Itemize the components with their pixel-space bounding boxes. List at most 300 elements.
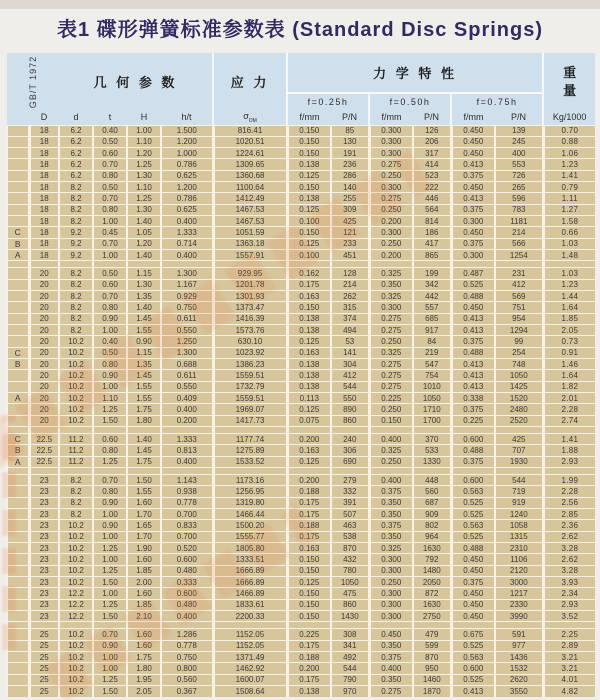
weight-cell: 2.34 xyxy=(543,588,595,599)
stress-cell: 1051.59 xyxy=(213,227,287,238)
deflection-025-cell: 0.175 xyxy=(287,531,331,542)
deflection-075-cell: 0.525 xyxy=(451,497,495,508)
table-row xyxy=(7,381,595,392)
table-row xyxy=(7,486,595,497)
weight-cell: 2.56 xyxy=(543,497,595,508)
load-025-cell: 286 xyxy=(331,170,369,181)
inner-diameter-cell xyxy=(59,426,93,433)
deflection-025-cell: 0.125 xyxy=(287,404,331,415)
inner-diameter-cell: 10.2 xyxy=(59,336,93,347)
height-cell: 1.75 xyxy=(127,456,161,467)
group-mechanical: 力 学 特 性 xyxy=(287,53,543,93)
stress-cell: 1467.53 xyxy=(213,216,287,227)
col-H: H xyxy=(127,110,161,125)
table-row xyxy=(7,216,595,227)
standard-number-vertical: GB/T 1972 xyxy=(7,53,59,110)
ht-ratio-cell: 0.778 xyxy=(161,497,213,508)
load-050-cell: 206 xyxy=(413,136,451,147)
col-series-class xyxy=(7,110,29,125)
deflection-025-cell: 0.113 xyxy=(287,392,331,403)
outer-diameter-cell: 20 xyxy=(29,347,59,358)
load-025-cell: 538 xyxy=(331,531,369,542)
load-050-cell: 446 xyxy=(413,193,451,204)
load-075-cell: 412 xyxy=(495,279,543,290)
series-class-cell: B xyxy=(7,358,29,369)
inner-diameter-cell: 12.2 xyxy=(59,599,93,610)
series-class-cell xyxy=(7,685,29,697)
deflection-025-cell: 0.100 xyxy=(287,249,331,260)
table-row xyxy=(7,663,595,674)
height-cell xyxy=(127,261,161,268)
outer-diameter-cell: 23 xyxy=(29,520,59,531)
ht-ratio-cell: 0.400 xyxy=(161,404,213,415)
ht-ratio-cell: 0.409 xyxy=(161,392,213,403)
outer-diameter-cell: 23 xyxy=(29,588,59,599)
height-cell: 1.35 xyxy=(127,358,161,369)
height-cell: 1.55 xyxy=(127,486,161,497)
load-075-cell: 553 xyxy=(495,159,543,170)
load-025-cell: 507 xyxy=(331,509,369,520)
outer-diameter-cell: 25 xyxy=(29,685,59,697)
stress-cell xyxy=(213,622,287,629)
deflection-050-cell xyxy=(369,426,413,433)
stress-cell: 2200.33 xyxy=(213,610,287,621)
load-075-cell: 1532 xyxy=(495,663,543,674)
inner-diameter-cell: 8.2 xyxy=(59,497,93,508)
deflection-025-cell: 0.150 xyxy=(287,148,331,159)
load-050-cell: 2750 xyxy=(413,610,451,621)
ht-ratio-cell: 0.929 xyxy=(161,291,213,302)
load-025-cell: 341 xyxy=(331,640,369,651)
inner-diameter-cell: 10.2 xyxy=(59,663,93,674)
deflection-025-cell xyxy=(287,261,331,268)
height-cell: 1.80 xyxy=(127,415,161,426)
stress-cell: 1833.61 xyxy=(213,599,287,610)
weight-cell: 2.93 xyxy=(543,599,595,610)
outer-diameter-cell: 20 xyxy=(29,302,59,313)
outer-diameter-cell: 18 xyxy=(29,159,59,170)
table-row xyxy=(7,249,595,260)
deflection-050-cell: 0.325 xyxy=(369,445,413,456)
deflection-075-cell: 0.375 xyxy=(451,404,495,415)
load-025-cell: 780 xyxy=(331,565,369,576)
load-050-cell: 1460 xyxy=(413,674,451,685)
outer-diameter-cell: 23 xyxy=(29,599,59,610)
load-025-cell: 494 xyxy=(331,325,369,336)
stress-cell: 1301.93 xyxy=(213,291,287,302)
load-025-cell: 412 xyxy=(331,370,369,381)
load-050-cell: 479 xyxy=(413,629,451,640)
deflection-025-cell: 0.163 xyxy=(287,543,331,554)
height-cell xyxy=(127,622,161,629)
deflection-025-cell xyxy=(287,622,331,629)
thickness-cell: 1.00 xyxy=(93,588,127,599)
height-cell: 0.90 xyxy=(127,336,161,347)
series-class-cell: A xyxy=(7,392,29,403)
load-050-cell xyxy=(413,467,451,474)
outer-diameter-cell: 18 xyxy=(29,136,59,147)
weight-cell: 0.66 xyxy=(543,227,595,238)
deflection-075-cell: 0.488 xyxy=(451,445,495,456)
series-class-cell xyxy=(7,467,29,474)
table-row xyxy=(7,358,595,369)
stress-cell: 630.10 xyxy=(213,336,287,347)
height-cell: 2.05 xyxy=(127,685,161,697)
load-075-cell: 1315 xyxy=(495,531,543,542)
thickness-cell: 1.50 xyxy=(93,576,127,587)
deflection-025-cell: 0.150 xyxy=(287,565,331,576)
outer-diameter-cell: 18 xyxy=(29,216,59,227)
stress-cell: 1416.39 xyxy=(213,313,287,324)
load-050-cell: 599 xyxy=(413,640,451,651)
load-025-cell: 544 xyxy=(331,663,369,674)
deflection-075-cell xyxy=(451,426,495,433)
table-row xyxy=(7,159,595,170)
col-pn-025: P/N xyxy=(331,110,369,125)
load-050-cell: 685 xyxy=(413,313,451,324)
load-025-cell: 690 xyxy=(331,456,369,467)
inner-diameter-cell: 11.2 xyxy=(59,456,93,467)
load-025-cell: 309 xyxy=(331,204,369,215)
thickness-cell: 1.25 xyxy=(93,543,127,554)
ht-ratio-cell: 0.200 xyxy=(161,415,213,426)
deflection-050-cell: 0.400 xyxy=(369,434,413,445)
load-050-cell: 219 xyxy=(413,347,451,358)
inner-diameter-cell: 12.2 xyxy=(59,610,93,621)
deflection-075-cell: 0.413 xyxy=(451,370,495,381)
deflection-050-cell: 0.450 xyxy=(369,629,413,640)
separator-row xyxy=(7,467,595,474)
thickness-cell: 0.50 xyxy=(93,347,127,358)
thickness-cell: 0.90 xyxy=(93,370,127,381)
height-cell: 1.35 xyxy=(127,291,161,302)
load-050-cell: 557 xyxy=(413,302,451,313)
load-050-cell: 1700 xyxy=(413,415,451,426)
load-075-cell: 2310 xyxy=(495,543,543,554)
col-pn-075: P/N xyxy=(495,110,543,125)
load-050-cell: 754 xyxy=(413,370,451,381)
load-050-cell: 1870 xyxy=(413,685,451,697)
height-cell: 1.60 xyxy=(127,640,161,651)
weight-cell: 1.44 xyxy=(543,291,595,302)
deflection-025-cell xyxy=(287,426,331,433)
outer-diameter-cell: 25 xyxy=(29,652,59,663)
separator-row xyxy=(7,261,595,268)
series-class-cell xyxy=(7,279,29,290)
ht-ratio-cell: 0.813 xyxy=(161,445,213,456)
weight-char-2: 量 xyxy=(563,82,577,98)
outer-diameter-cell: 22.5 xyxy=(29,434,59,445)
weight-cell: 2.25 xyxy=(543,629,595,640)
inner-diameter-cell: 8.2 xyxy=(59,216,93,227)
deflection-025-cell: 0.150 xyxy=(287,136,331,147)
load-050-cell: 547 xyxy=(413,358,451,369)
deflection-050-cell: 0.150 xyxy=(369,415,413,426)
thickness-cell: 0.80 xyxy=(93,445,127,456)
deflection-025-cell: 0.138 xyxy=(287,685,331,697)
load-075-cell: 1254 xyxy=(495,249,543,260)
series-class-cell xyxy=(7,182,29,193)
deflection-075-cell: 0.375 xyxy=(451,238,495,249)
deflection-050-cell: 0.300 xyxy=(369,302,413,313)
deflection-050-cell: 0.250 xyxy=(369,336,413,347)
inner-diameter-cell: 6.2 xyxy=(59,125,93,136)
deflection-050-cell: 0.250 xyxy=(369,170,413,181)
table-row xyxy=(7,336,595,347)
thickness-cell xyxy=(93,467,127,474)
series-class-cell xyxy=(7,674,29,685)
series-class-cell xyxy=(7,415,29,426)
deflection-050-cell: 0.375 xyxy=(369,486,413,497)
deflection-075-cell: 0.225 xyxy=(451,415,495,426)
deflection-050-cell: 0.200 xyxy=(369,216,413,227)
deflection-025-cell: 0.100 xyxy=(287,216,331,227)
series-class-cell xyxy=(7,520,29,531)
deflection-025-cell: 0.125 xyxy=(287,336,331,347)
ht-ratio-cell: 0.750 xyxy=(161,652,213,663)
load-075-cell: 1425 xyxy=(495,381,543,392)
series-class-cell xyxy=(7,554,29,565)
inner-diameter-cell: 9.2 xyxy=(59,227,93,238)
load-075-cell: 719 xyxy=(495,486,543,497)
inner-diameter-cell: 10.2 xyxy=(59,370,93,381)
load-025-cell: 128 xyxy=(331,268,369,279)
table-row xyxy=(7,313,595,324)
stress-cell: 1360.68 xyxy=(213,170,287,181)
stress-cell: 1732.79 xyxy=(213,381,287,392)
series-class-cell xyxy=(7,170,29,181)
deflection-075-cell: 0.375 xyxy=(451,576,495,587)
load-050-cell: 84 xyxy=(413,336,451,347)
load-025-cell: 236 xyxy=(331,159,369,170)
thickness-cell: 1.25 xyxy=(93,565,127,576)
thickness-cell: 0.60 xyxy=(93,434,127,445)
inner-diameter-cell: 6.2 xyxy=(59,136,93,147)
series-class-cell xyxy=(7,159,29,170)
load-075-cell: 748 xyxy=(495,358,543,369)
ht-ratio-cell: 1.300 xyxy=(161,347,213,358)
deflection-075-cell: 0.525 xyxy=(451,531,495,542)
weight-cell: 1.06 xyxy=(543,148,595,159)
deflection-075-cell: 0.413 xyxy=(451,159,495,170)
load-050-cell: 442 xyxy=(413,291,451,302)
load-050-cell: 414 xyxy=(413,159,451,170)
deflection-025-cell: 0.138 xyxy=(287,313,331,324)
inner-diameter-cell xyxy=(59,467,93,474)
table-row xyxy=(7,279,595,290)
load-025-cell: 550 xyxy=(331,392,369,403)
ht-ratio-cell: 0.700 xyxy=(161,509,213,520)
thickness-cell: 1.00 xyxy=(93,531,127,542)
thickness-cell: 1.00 xyxy=(93,509,127,520)
weight-cell: 2.93 xyxy=(543,456,595,467)
stress-cell: 1559.51 xyxy=(213,370,287,381)
deflection-025-cell: 0.125 xyxy=(287,204,331,215)
inner-diameter-cell: 10.2 xyxy=(59,358,93,369)
deflection-025-cell: 0.200 xyxy=(287,663,331,674)
load-075-cell: 1930 xyxy=(495,456,543,467)
outer-diameter-cell xyxy=(29,622,59,629)
load-050-cell: 1330 xyxy=(413,456,451,467)
deflection-075-cell: 0.413 xyxy=(451,381,495,392)
outer-diameter-cell: 18 xyxy=(29,125,59,136)
inner-diameter-cell: 10.2 xyxy=(59,554,93,565)
stress-cell: 1555.77 xyxy=(213,531,287,542)
deflection-050-cell: 0.400 xyxy=(369,475,413,486)
table-row xyxy=(7,565,595,576)
deflection-050-cell: 0.300 xyxy=(369,565,413,576)
deflection-075-cell: 0.488 xyxy=(451,347,495,358)
deflection-025-cell: 0.138 xyxy=(287,370,331,381)
table-row xyxy=(7,652,595,663)
load-025-cell: 53 xyxy=(331,336,369,347)
weight-cell xyxy=(543,622,595,629)
stress-cell: 1467.53 xyxy=(213,204,287,215)
load-025-cell: 1430 xyxy=(331,610,369,621)
page-title: 表1 碟形弹簧标准参数表 (Standard Disc Springs) xyxy=(56,19,544,41)
inner-diameter-cell: 10.2 xyxy=(59,415,93,426)
outer-diameter-cell: 25 xyxy=(29,640,59,651)
height-cell: 1.95 xyxy=(127,674,161,685)
inner-diameter-cell xyxy=(59,622,93,629)
weight-cell: 1.23 xyxy=(543,159,595,170)
thickness-cell: 0.80 xyxy=(93,358,127,369)
inner-diameter-cell: 8.2 xyxy=(59,475,93,486)
load-050-cell: 126 xyxy=(413,125,451,136)
weight-cell: 1.82 xyxy=(543,381,595,392)
table-row xyxy=(7,204,595,215)
height-cell: 1.60 xyxy=(127,554,161,565)
sigma-symbol: σ xyxy=(243,110,249,121)
thickness-cell: 1.00 xyxy=(93,216,127,227)
load-025-cell: 308 xyxy=(331,629,369,640)
deflection-050-cell: 0.300 xyxy=(369,125,413,136)
load-025-cell: 475 xyxy=(331,588,369,599)
outer-diameter-cell: 18 xyxy=(29,193,59,204)
load-025-cell: 492 xyxy=(331,652,369,663)
deflection-025-cell: 0.125 xyxy=(287,170,331,181)
ht-ratio-cell: 1.143 xyxy=(161,475,213,486)
subgroup-f050: f=0.50h xyxy=(369,93,451,110)
series-class-cell: C xyxy=(7,227,29,238)
height-cell: 1.10 xyxy=(127,136,161,147)
series-class-cell xyxy=(7,576,29,587)
stress-cell: 1333.51 xyxy=(213,554,287,565)
thickness-cell: 0.80 xyxy=(93,302,127,313)
thickness-cell: 0.70 xyxy=(93,159,127,170)
inner-diameter-cell: 10.2 xyxy=(59,674,93,685)
thickness-cell: 1.00 xyxy=(93,554,127,565)
deflection-025-cell xyxy=(287,467,331,474)
series-class-cell xyxy=(7,475,29,486)
table-row xyxy=(7,554,595,565)
col-fmm-050: f/mm xyxy=(369,110,413,125)
table-row xyxy=(7,347,595,358)
load-075-cell: 2480 xyxy=(495,404,543,415)
weight-cell: 2.28 xyxy=(543,404,595,415)
series-class-cell xyxy=(7,640,29,651)
load-025-cell: 130 xyxy=(331,136,369,147)
col-weight: Kg/1000 xyxy=(543,110,595,125)
load-075-cell: 99 xyxy=(495,336,543,347)
height-cell: 1.00 xyxy=(127,125,161,136)
load-025-cell: 214 xyxy=(331,279,369,290)
table-row xyxy=(7,193,595,204)
table-row xyxy=(7,576,595,587)
weight-char-1: 重 xyxy=(563,64,577,80)
thickness-cell: 0.40 xyxy=(93,336,127,347)
ht-ratio-cell: 1.200 xyxy=(161,182,213,193)
series-class-cell xyxy=(7,588,29,599)
outer-diameter-cell: 20 xyxy=(29,279,59,290)
load-050-cell: 1710 xyxy=(413,404,451,415)
outer-diameter-cell: 20 xyxy=(29,381,59,392)
thickness-cell: 1.00 xyxy=(93,325,127,336)
load-075-cell: 1058 xyxy=(495,520,543,531)
deflection-025-cell: 0.138 xyxy=(287,381,331,392)
weight-cell xyxy=(543,261,595,268)
subgroup-f025: f=0.25h xyxy=(287,93,369,110)
deflection-075-cell: 0.563 xyxy=(451,520,495,531)
deflection-025-cell: 0.138 xyxy=(287,193,331,204)
inner-diameter-cell: 9.2 xyxy=(59,249,93,260)
deflection-025-cell: 0.188 xyxy=(287,652,331,663)
deflection-075-cell: 0.338 xyxy=(451,392,495,403)
ht-ratio-cell: 0.600 xyxy=(161,554,213,565)
weight-cell: 1.85 xyxy=(543,313,595,324)
height-cell: 1.40 xyxy=(127,434,161,445)
height-cell: 1.75 xyxy=(127,404,161,415)
inner-diameter-cell: 10.2 xyxy=(59,392,93,403)
deflection-050-cell: 0.300 xyxy=(369,227,413,238)
inner-diameter-cell: 10.2 xyxy=(59,543,93,554)
series-class-cell xyxy=(7,204,29,215)
deflection-025-cell: 0.125 xyxy=(287,238,331,249)
deflection-025-cell: 0.200 xyxy=(287,434,331,445)
ht-ratio-cell: 0.400 xyxy=(161,456,213,467)
table-row xyxy=(7,302,595,313)
load-050-cell: 222 xyxy=(413,182,451,193)
weight-cell: 2.01 xyxy=(543,392,595,403)
series-class-cell xyxy=(7,426,29,433)
load-075-cell: 954 xyxy=(495,313,543,324)
inner-diameter-cell: 12.2 xyxy=(59,588,93,599)
outer-diameter-cell: 20 xyxy=(29,291,59,302)
deflection-050-cell: 0.250 xyxy=(369,204,413,215)
load-075-cell: 591 xyxy=(495,629,543,640)
load-050-cell: 417 xyxy=(413,238,451,249)
ht-ratio-cell xyxy=(161,426,213,433)
deflection-050-cell: 0.275 xyxy=(369,313,413,324)
ht-ratio-cell: 0.750 xyxy=(161,302,213,313)
series-class-cell: C xyxy=(7,434,29,445)
deflection-025-cell: 0.175 xyxy=(287,640,331,651)
outer-diameter-cell: 23 xyxy=(29,509,59,520)
weight-cell: 3.28 xyxy=(543,565,595,576)
deflection-025-cell: 0.138 xyxy=(287,325,331,336)
deflection-075-cell: 0.600 xyxy=(451,663,495,674)
load-025-cell: 391 xyxy=(331,497,369,508)
ht-ratio-cell: 1.300 xyxy=(161,268,213,279)
thickness-cell: 0.80 xyxy=(93,170,127,181)
load-050-cell: 317 xyxy=(413,148,451,159)
series-class-cell xyxy=(7,148,29,159)
deflection-075-cell: 0.450 xyxy=(451,227,495,238)
weight-cell: 1.99 xyxy=(543,475,595,486)
deflection-075-cell: 0.413 xyxy=(451,313,495,324)
table-row xyxy=(7,599,595,610)
ht-ratio-cell: 0.800 xyxy=(161,663,213,674)
